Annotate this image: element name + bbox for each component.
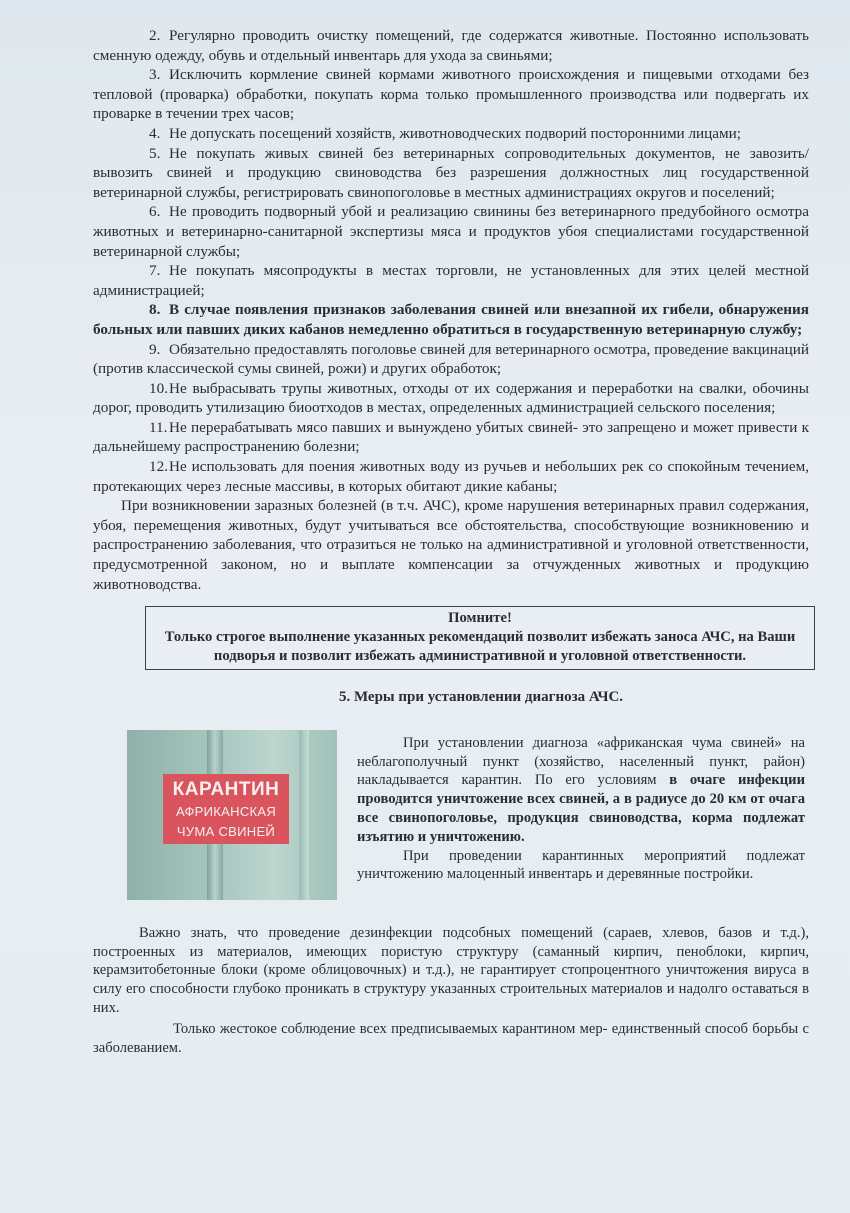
item-number: 6. bbox=[149, 203, 161, 221]
list-item bbox=[93, 65, 809, 124]
item-number: 7. bbox=[149, 262, 161, 280]
list-item bbox=[93, 300, 809, 339]
page-content bbox=[93, 26, 809, 1057]
item-text: Не выбрасывать трупы животных, отходы от их содержания и переработки на свалки, обочины дорог, проводить утилизацию биоотходов в местах, определенных администрацией сельского поселения; bbox=[93, 379, 809, 417]
item-text: Не перерабатывать мясо павших и вынуждено убитых свиней- это запрещено и может привести к дальнейшему распространению болезни; bbox=[93, 418, 809, 456]
item-number: 5. bbox=[149, 144, 161, 162]
notice-box bbox=[145, 606, 815, 670]
item-number: 8. bbox=[149, 301, 161, 319]
item-text: Не покупать живых свиней без ветеринарных сопроводительных документов, не завозить/вывозить свиней и продукцию свиноводства без разрешения должностных лиц государственной ветеринарной службы, регистрировать свинопоголовье в местных администрациях округов и поселений; bbox=[93, 144, 809, 201]
important-section bbox=[93, 924, 809, 1058]
item-number: 3. bbox=[149, 66, 161, 84]
closing-paragraph: Только жестокое соблюдение всех предписываемых карантином мер- единственный способ борьбы с заболеванием. bbox=[93, 1020, 809, 1056]
item-text: Обязательно предоставлять поголовье свиней для ветеринарного осмотра, проведение вакцинаций (против классической сумы свиней, рожи) и других обработок; bbox=[93, 340, 809, 378]
item-number: 9. bbox=[149, 340, 161, 358]
section-title: 5. Меры при установлении диагноза АЧС. bbox=[338, 689, 624, 706]
quarantine-paragraph-1 bbox=[357, 734, 805, 847]
item-text: Исключить кормление свиней кормами животного происхождения и пищевыми отходами без тепловой (проварка) обработки, покупать корма только промышленного производства или подвергать их проварке в течении трех часов; bbox=[93, 66, 809, 123]
list-item bbox=[93, 202, 809, 261]
item-number: 11. bbox=[149, 418, 168, 436]
notice-body: Только строгое выполнение указанных рекомендаций позволит избежать заноса АЧС, на Ваши подворья и позволит избежать административной и уголовной ответственности. bbox=[164, 629, 796, 665]
summary-paragraph: При возникновении заразных болезней (в т.ч. АЧС), кроме нарушения ветеринарных правил содержания, убоя, перемещения животных, будут учитываться все обстоятельства, способствующие возникновению и распространению заболевания, что отразиться не только на административной и уголовной ответственности, предусмотренной законом, но и выплате компенсации за отчужденных животных и продукцию животноводства. bbox=[93, 497, 809, 593]
important-paragraph: Важно знать, что проведение дезинфекции подсобных помещений (сараев, хлевов, базов и т.д.), построенных из материалов, имеющих пористую структуру (саманный кирпич, пеноблоки, кирпич, керамзитобетонные блоки (кроме облицовочных) и т.д.), не гарантирует стопроцентного уничтожения вируса в силу его способности глубоко проникать в структуру указанных строительных материалов и надолго оставаться в них. bbox=[93, 924, 809, 1016]
sign-line-3: ЧУМА СВИНЕЙ bbox=[176, 824, 276, 839]
quarantine-block bbox=[93, 730, 809, 910]
item-text: Не покупать мясопродукты в местах торговли, не установленных для этих целей местной администрацией; bbox=[93, 262, 809, 299]
item-text: Регулярно проводить очистку помещений, где содержатся животные. Постоянно использовать сменную одежду, обувь и отдельный инвентарь для ухода за свиньями; bbox=[93, 27, 809, 64]
item-number: 4. bbox=[149, 124, 161, 142]
list-item bbox=[93, 144, 809, 203]
list-item bbox=[93, 457, 809, 496]
sign-line-2: АФРИКАНСКАЯ bbox=[175, 804, 277, 820]
list-item bbox=[93, 418, 809, 457]
item-text: Не использовать для поения животных воду из ручьев и небольших рек со спокойным течением, протекающих через лесные массивы, в которых обитают дикие кабаны; bbox=[93, 458, 809, 495]
quarantine-text-bold: в очаге инфекции проводится уничтожение всех свиней, а в радиусе до 20 км от очага все свинопоголовье, продукция свиноводства, корма подлежат изъятию и уничтожению. bbox=[357, 772, 806, 845]
item-number: 10. bbox=[149, 379, 168, 397]
recommendation-list bbox=[93, 26, 809, 496]
list-item bbox=[93, 26, 809, 65]
list-item bbox=[93, 124, 809, 144]
item-number: 2. bbox=[149, 27, 161, 44]
item-text: Не проводить подворный убой и реализацию свинины без ветеринарного предубойного осмотра животных и ветеринарно-санитарной экспертизы мяса и продуктов убоя специалистами государственной ветеринарной службы; bbox=[93, 203, 809, 260]
notice-title: Помните! bbox=[448, 610, 512, 627]
list-item bbox=[93, 261, 809, 300]
sign-line-1: КАРАНТИН bbox=[172, 778, 280, 800]
post-shape bbox=[299, 730, 309, 900]
quarantine-sign-photo bbox=[127, 730, 337, 900]
quarantine-text-normal: При установлении диагноза «африканская чума свиней» на неблагополучный пункт (хозяйство, населенный пункт, район) накладывается карантин. По его условиям bbox=[357, 734, 805, 789]
quarantine-sign bbox=[163, 774, 289, 844]
list-item bbox=[93, 379, 809, 418]
item-text: Не допускать посещений хозяйств, животноводческих подворий посторонними лицами; bbox=[169, 124, 742, 142]
quarantine-text bbox=[357, 734, 805, 884]
item-number: 12. bbox=[149, 458, 168, 476]
item-text: В случае появления признаков заболевания свиней или внезапной их гибели, обнаружения больных или павших диких кабанов немедленно обратиться в государственную ветеринарную службу; bbox=[93, 301, 809, 338]
list-item bbox=[93, 340, 809, 379]
quarantine-paragraph-2: При проведении карантинных мероприятий подлежат уничтожению малоценный инвентарь и деревянные постройки. bbox=[357, 847, 805, 883]
